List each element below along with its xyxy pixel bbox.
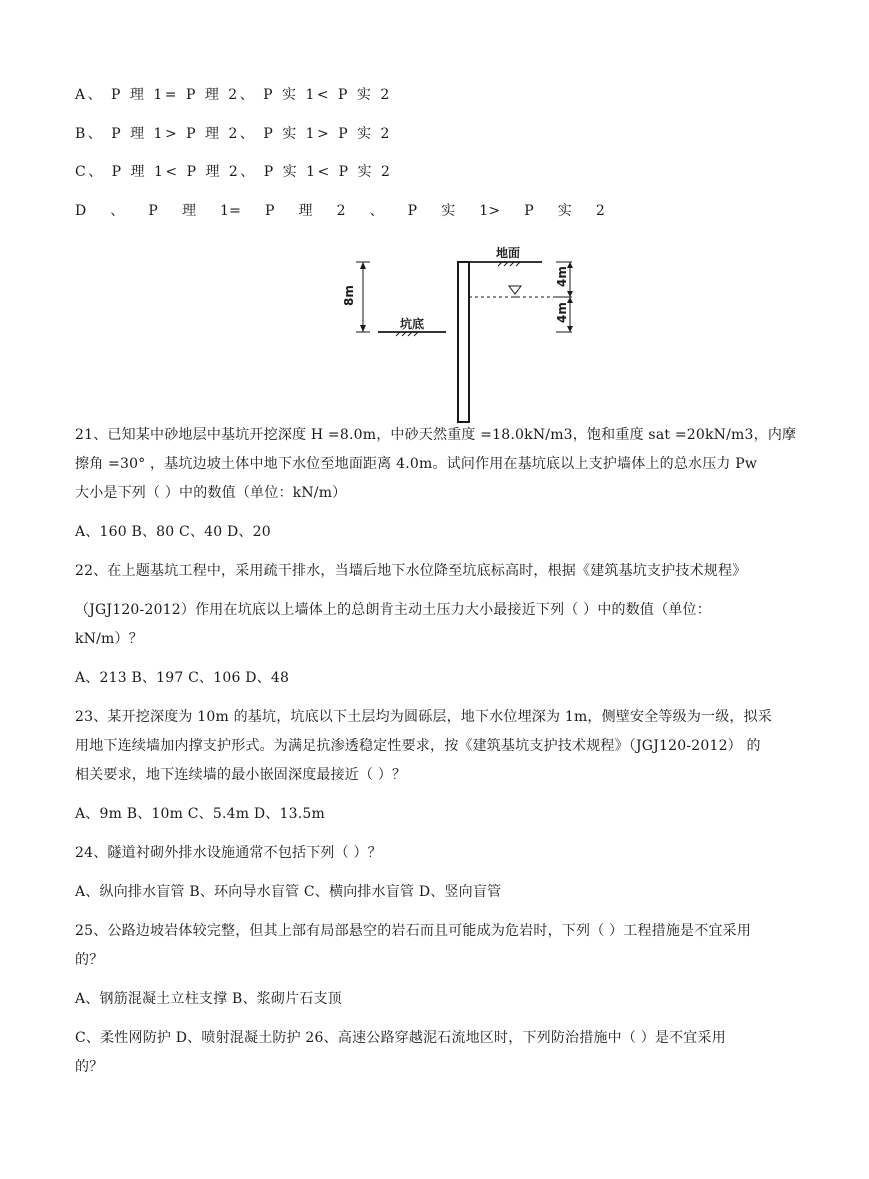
q20-option-d-token: P xyxy=(407,203,418,219)
q20-option-d-token: 、 xyxy=(369,203,384,219)
q20-option-d-token: 1= xyxy=(220,203,242,219)
retaining-wall xyxy=(458,262,469,422)
q24-options: A、纵向排水盲管 B、环向导水盲管 C、横向排水盲管 D、竖向盲管 xyxy=(75,884,502,900)
depth-label: 8m xyxy=(342,285,356,306)
q24-line-1: 24、隧道衬砌外排水设施通常不包括下列（ ）？ xyxy=(75,845,382,861)
q20-option-d-token: 实 xyxy=(557,203,572,219)
q25-line-2: 的？ xyxy=(75,952,104,968)
q21-options: A、160 B、80 C、40 D、20 xyxy=(75,524,271,540)
q22-line-1: 22、在上题基坑工程中，采用疏干排水，当墙后地下水位降至坑底标高时，根据《建筑基坑支护技术规程》 xyxy=(75,563,747,579)
q20-option-a: A、 P 理 1= P 理 2、 P 实 1< P 实 2 xyxy=(75,87,392,103)
q20-option-d-token: P xyxy=(524,203,534,219)
q23-line-3: 相关要求，地下连续墙的最小嵌固深度最接近（ ）？ xyxy=(75,767,407,783)
arrow-up-icon xyxy=(360,262,366,269)
q20-option-d-token: 2 xyxy=(595,203,605,219)
q23-line-1: 23、某开挖深度为 10m 的基坑，坑底以下土层均为圆砾层，地下水位埋深为 1m，侧壁安全等级为一级，拟采 xyxy=(75,709,773,725)
q25-options-2: C、柔性网防护 D、喷射混凝土防护 26、高速公路穿越泥石流地区时，下列防治措施中（ ）是不宜采用 xyxy=(75,1030,726,1046)
q23-line-2: 用地下连续墙加内撑支护形式。为满足抗渗透稳定性要求，按《建筑基坑支护技术规程》（JGJ120-2012） 的 xyxy=(75,738,761,754)
q22-line-2: （JGJ120-2012）作用在坑底以上墙体上的总朗肯主动土压力大小最接近下列（ ）中的数值（单位： xyxy=(75,602,711,618)
q20-option-d-token: P xyxy=(148,203,159,219)
q20-option-d xyxy=(75,201,605,221)
ground-label: 地面 xyxy=(496,246,521,260)
q20-option-d-token: P xyxy=(264,203,275,219)
q22-line-3: kN/m）？ xyxy=(75,631,143,647)
q23-options: A、9m B、10m C、5.4m D、13.5m xyxy=(75,806,325,822)
pit-label: 坑底 xyxy=(400,317,425,331)
q20-option-d-token: D xyxy=(75,203,87,219)
water-level-icon xyxy=(509,286,521,294)
q20-option-d-token: 实 xyxy=(441,203,456,219)
q21-line-3: 大小是下列（ ）中的数值（单位：kN/m） xyxy=(75,485,347,501)
q20-option-d-token: 1> xyxy=(479,203,501,219)
q20-option-d-token: 、 xyxy=(110,203,125,219)
q20-option-d-token: 理 xyxy=(298,203,313,219)
q25-line-1: 25、公路边坡岩体较完整，但其上部有局部悬空的岩石而且可能成为危岩时，下列（ ）工程措施是不宜采用 xyxy=(75,923,752,939)
lower-depth-label: 4m xyxy=(555,302,569,323)
upper-depth-label: 4m xyxy=(555,266,569,287)
q21-line-2: 擦角 =30° ，基坑边坡土体中地下水位至地面距离 4.0m。试问作用在基坑底以上支护墙体上的总水压力 Pw xyxy=(75,456,758,472)
q20-option-d-token: 2 xyxy=(336,203,346,219)
excavation-diagram xyxy=(330,238,590,424)
q21-line-1: 21、已知某中砂地层中基坑开挖深度 H =8.0m，中砂天然重度 =18.0kN/m3，饱和重度 sat =20kN/m3，内摩 xyxy=(75,427,797,443)
arrow-up-icon xyxy=(567,297,573,303)
arrow-down-icon xyxy=(567,291,573,297)
q20-option-b: B、 P 理 1> P 理 2、 P 实 1> P 实 2 xyxy=(75,126,392,142)
q25-options-1: A、钢筋混凝土立柱支撑 B、浆砌片石支顶 xyxy=(75,991,342,1007)
q20-option-d-token: 理 xyxy=(181,203,197,219)
q26-line-tail: 的？ xyxy=(75,1059,104,1075)
arrow-down-icon xyxy=(360,325,366,332)
arrow-down-icon xyxy=(567,326,573,332)
q22-options: A、213 B、197 C、106 D、48 xyxy=(75,670,290,686)
q20-option-c: C、 P 理 1< P 理 2、 P 实 1< P 实 2 xyxy=(75,164,393,180)
